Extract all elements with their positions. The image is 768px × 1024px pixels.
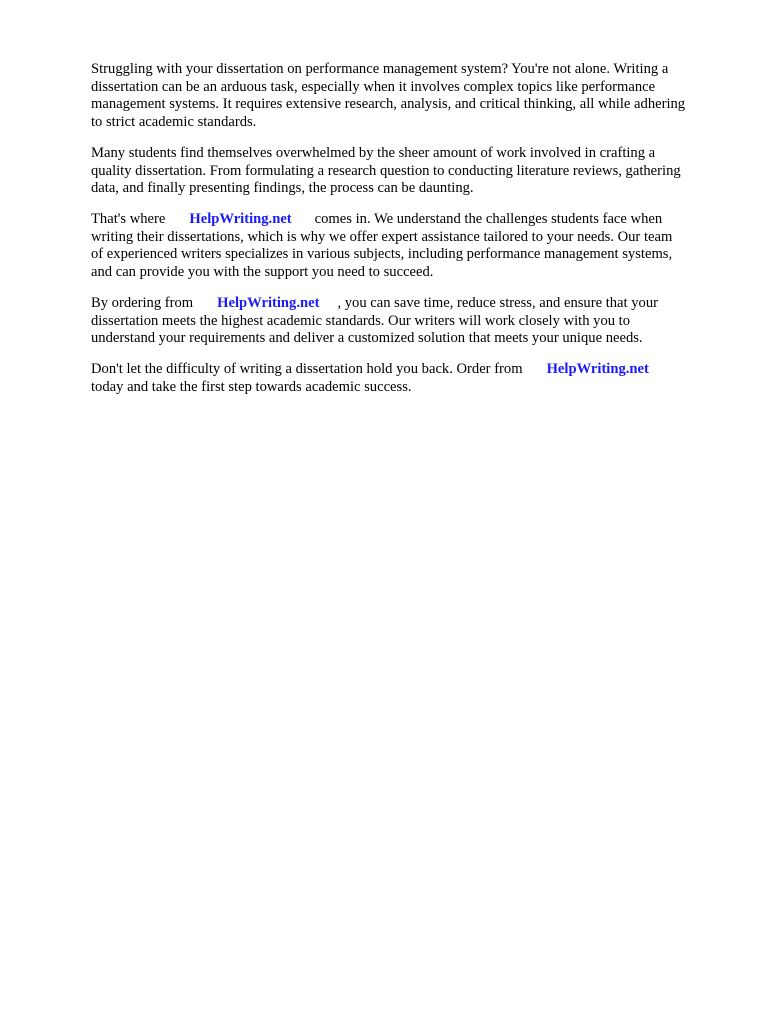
line-text-before-link: Don't let the difficulty of writing a dissertation hold you back. Order from	[91, 361, 523, 377]
paragraph-call-to-action	[91, 361, 731, 396]
paragraph-line: Many students find themselves overwhelmed by the sheer amount of work involved in crafting a	[91, 145, 656, 161]
paragraph-thats-where	[91, 211, 731, 281]
helpwriting-link[interactable]: HelpWriting.net	[546, 361, 649, 377]
line-text-after-link: , you can save time, reduce stress, and ensure that your	[337, 295, 658, 311]
line-text-before-link: By ordering from	[91, 295, 194, 311]
paragraph-line: quality dissertation. From formulating a research question to conducting literature reviews, gathering	[91, 162, 681, 179]
paragraph-ordering	[91, 295, 731, 348]
paragraph-overwhelmed	[91, 145, 731, 198]
paragraph-line	[91, 361, 731, 379]
paragraph-line: management systems. It requires extensive research, analysis, and critical thinking, all while adhering	[91, 96, 686, 112]
paragraph-line: writing their dissertations, which is why we offer expert assistance tailored to your needs. Our team	[91, 228, 673, 245]
paragraph-line: and can provide you with the support you need to succeed.	[91, 263, 434, 280]
paragraph-line: dissertation meets the highest academic standards. Our writers will work closely with you to	[91, 312, 631, 329]
line-text-before-link: That's where	[91, 211, 166, 227]
line-text-after-link: comes in. We understand the challenges students face when	[314, 211, 663, 227]
paragraph-line: today and take the first step towards academic success.	[91, 378, 412, 395]
helpwriting-link[interactable]: HelpWriting.net	[217, 295, 320, 311]
paragraph-line	[91, 295, 731, 313]
paragraph-line: dissertation can be an arduous task, especially when it involves complex topics like performance	[91, 78, 656, 95]
paragraph-line: to strict academic standards.	[91, 113, 257, 130]
paragraph-line	[91, 211, 731, 229]
paragraph-line: understand your requirements and deliver a customized solution that meets your unique needs.	[91, 330, 643, 346]
helpwriting-link[interactable]: HelpWriting.net	[189, 211, 292, 227]
paragraph-line: of experienced writers specializes in various subjects, including performance management systems,	[91, 246, 673, 262]
paragraph-intro	[91, 61, 731, 131]
paragraph-line: data, and finally presenting findings, the process can be daunting.	[91, 180, 474, 196]
paragraph-line: Struggling with your dissertation on performance management system? You're not alone. Writing a	[91, 61, 669, 77]
